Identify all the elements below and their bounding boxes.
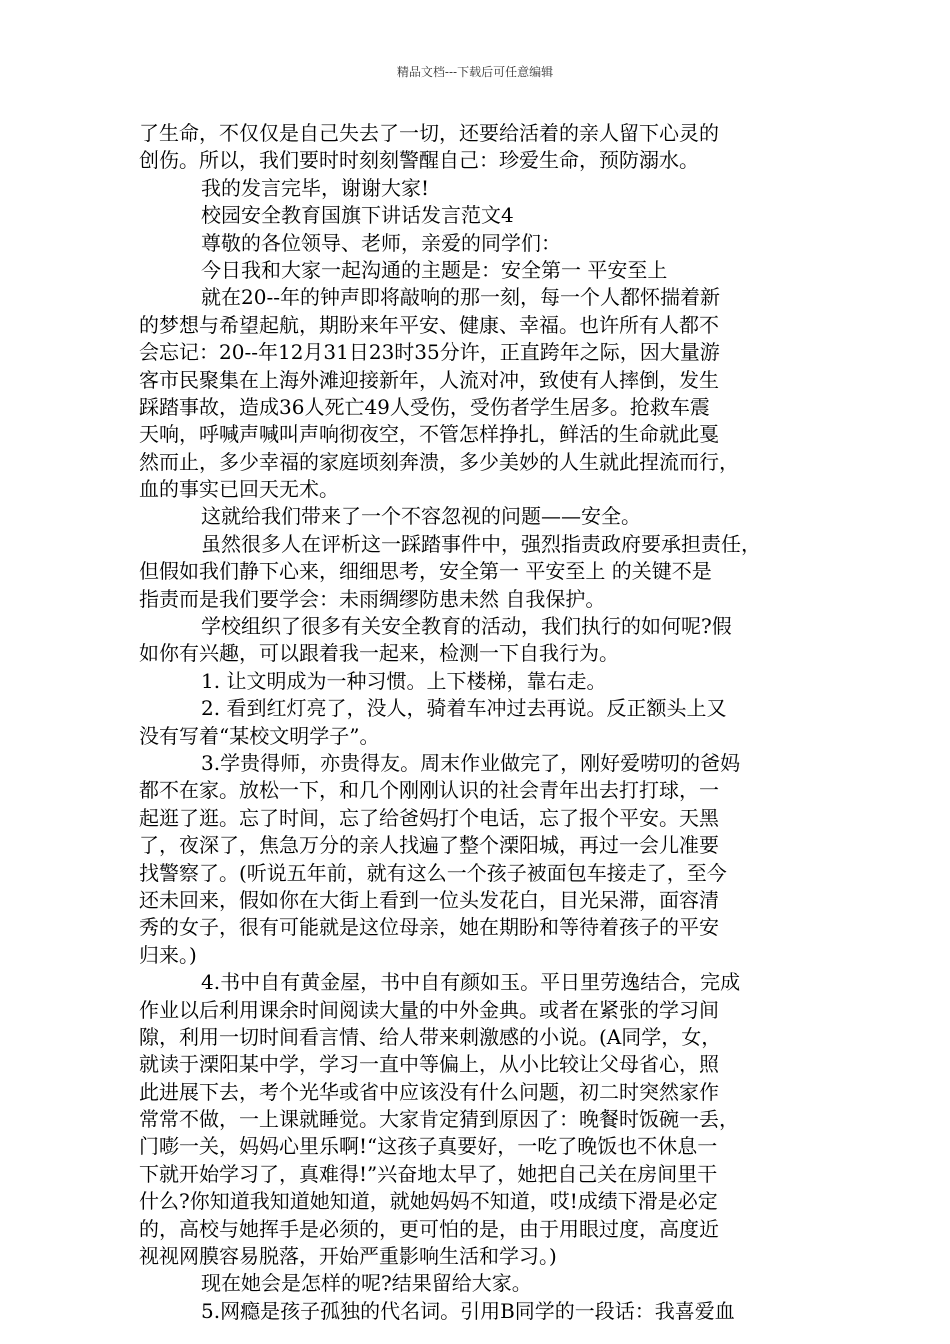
text-line: 现在她会是怎样的呢?结果留给大家。 [201, 1271, 532, 1296]
text-line: 但假如我们静下心来，细细思考，安全第一 平安至上 的关键不是 [139, 559, 712, 584]
text-line: 校园安全教育国旗下讲话发言范文4 [201, 203, 514, 228]
text-line: 视视网膜容易脱落，开始严重影响生活和学习。) [139, 1244, 557, 1269]
text-line: 下就开始学习了，真难得!”兴奋地太早了，她把自己关在房间里干 [139, 1161, 718, 1186]
text-line: 学校组织了很多有关安全教育的活动，我们执行的如何呢?假 [201, 614, 732, 639]
text-line: 踩踏事故，造成36人死亡49人受伤，受伤者学生居多。抢救车震 [139, 394, 710, 419]
text-line: 起逛了逛。忘了时间，忘了给爸妈打个电话，忘了报个平安。天黑 [139, 805, 719, 830]
text-line: 血的事实已回天无术。 [139, 477, 339, 502]
text-line: 指责而是我们要学会：未雨绸缪防患未然 自我保护。 [139, 586, 606, 611]
text-line: 4.书中自有黄金屋，书中自有颜如玉。平日里劳逸结合，完成 [201, 970, 741, 995]
text-line: 隙，利用一切时间看言情、给人带来刺激感的小说。(A同学，女， [139, 1024, 722, 1049]
text-line: 秀的女子，很有可能就是这位母亲，她在期盼和等待着孩子的平安 [139, 915, 719, 940]
text-line: 的梦想与希望起航，期盼来年平安、健康、幸福。也许所有人都不 [139, 312, 719, 337]
text-line: 的，高校与她挥手是必须的，更可怕的是，由于用眼过度，高度近 [139, 1216, 719, 1241]
text-line: 这就给我们带来了一个不容忽视的问题——安全。 [201, 504, 641, 529]
text-line: 了生命，不仅仅是自己失去了一切，还要给活着的亲人留下心灵的 [139, 121, 719, 145]
text-line: 什么?你知道我知道她知道，就她妈妈不知道，哎!成绩下滑是必定 [139, 1189, 718, 1214]
text-line: 了，夜深了，焦急万分的亲人找遍了整个溧阳城，再过一会儿准要 [139, 833, 719, 858]
text-line: 天响，呼喊声喊叫声响彻夜空，不管怎样挣扎，鲜活的生命就此戛 [139, 422, 719, 447]
text-line: 找警察了。(听说五年前，就有这么一个孩子被面包车接走了，至今 [139, 860, 727, 885]
text-line: 尊敬的各位领导、老师，亲爱的同学们： [201, 230, 561, 255]
text-line: 然而止，多少幸福的家庭顷刻奔溃，多少美妙的人生就此捏流而行， [139, 449, 739, 474]
text-line: 归来。) [139, 942, 197, 967]
text-line: 如你有兴趣，可以跟着我一起来，检测一下自我行为。 [139, 641, 619, 666]
text-line: 1. 让文明成为一种习惯。上下楼梯，靠右走。 [201, 668, 607, 693]
text-line: 此进展下去，考个光华或省中应该没有什么问题，初二时突然家作 [139, 1079, 719, 1104]
document-body [139, 120, 811, 1325]
text-line: 虽然很多人在评析这一踩踏事件中，强烈指责政府要承担责任， [201, 531, 761, 556]
text-line: 今日我和大家一起沟通的主题是：安全第一 平安至上 [201, 257, 668, 282]
text-line: 我的发言完毕，谢谢大家! [201, 175, 430, 200]
text-line: 就在20--年的钟声即将敲响的那一刻，每一个人都怀揣着新 [201, 285, 720, 310]
text-line: 还未回来，假如你在大街上看到一位头发花白，目光呆滞，面容清 [139, 887, 719, 912]
text-line: 创伤。所以，我们要时时刻刻警醒自己：珍爱生命，预防溺水。 [139, 148, 699, 173]
text-line: 常常不做，一上课就睡觉。大家肯定猜到原因了：晚餐时饭碗一丢， [139, 1107, 739, 1132]
page-header: 精品文档---下载后可任意编辑 [396, 65, 554, 79]
text-line: 作业以后利用课余时间阅读大量的中外金典。或者在紧张的学习间 [139, 997, 719, 1022]
text-line: 会忘记：20--年12月31日23时35分许，正直跨年之际，因大量游 [139, 340, 720, 365]
text-line: 就读于溧阳某中学，学习一直中等偏上，从小比较让父母省心，照 [139, 1052, 719, 1077]
text-line: 客市民聚集在上海外滩迎接新年，人流对冲，致使有人摔倒，发生 [139, 367, 719, 392]
text-line: 都不在家。放松一下，和几个刚刚认识的社会青年出去打打球，一 [139, 778, 719, 803]
text-line: 3.学贵得师，亦贵得友。周末作业做完了，刚好爱唠叨的爸妈 [201, 750, 741, 775]
text-line: 门嘭一关，妈妈心里乐啊!“这孩子真要好，一吃了晚饭也不休息一 [139, 1134, 718, 1159]
text-line: 2. 看到红灯亮了，没人，骑着车冲过去再说。反正额头上又 [201, 696, 727, 721]
text-line: 没有写着“某校文明学子”。 [139, 723, 380, 748]
text-line: 5.网瘾是孩子孤独的代名词。引用B同学的一段话：我喜爱血 [201, 1298, 735, 1323]
